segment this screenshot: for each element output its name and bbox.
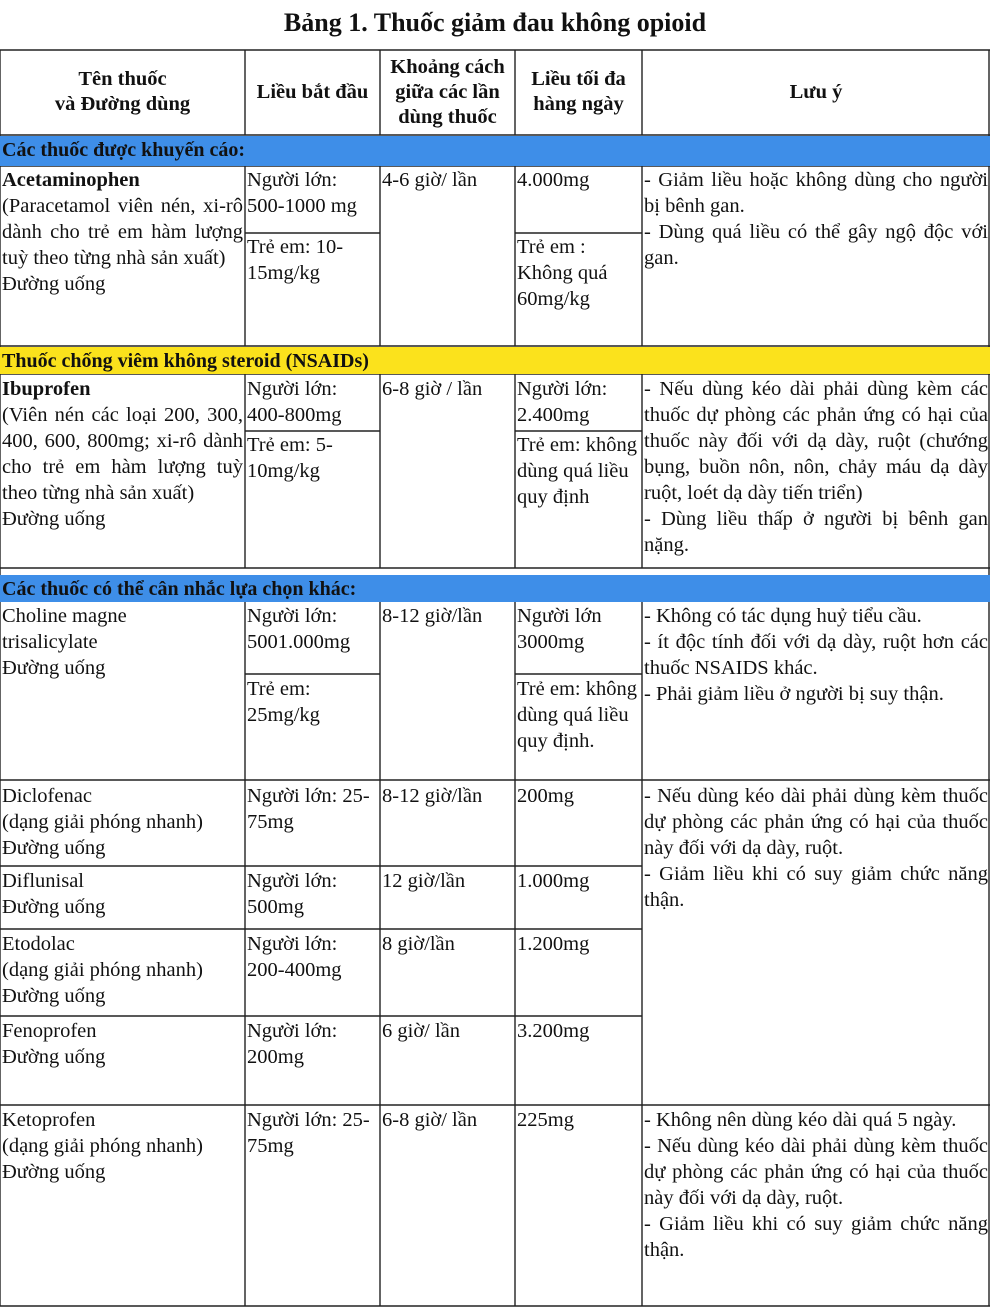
dosing-interval: 6-8 giờ / lần (382, 378, 483, 400)
drug-route: Đường uống (2, 1046, 106, 1068)
drug-description: (dạng giải phóng nhanh) (2, 811, 203, 833)
note-line: - Dùng quá liều có thể gây ngộ độc với gan. (644, 221, 988, 269)
max-dose: 225mg (517, 1109, 574, 1131)
drug-route: Đường uống (2, 837, 106, 859)
max-dose: 200mg (517, 785, 574, 807)
note-ketoprofen (642, 1106, 990, 1306)
drug-route: Đường uống (2, 985, 106, 1007)
header-max-dose-line1: Liều tối đa (531, 68, 626, 90)
max-dose: 3.200mg (517, 1020, 590, 1042)
drug-name: Diclofenac (2, 785, 92, 807)
note-line: - Không có tác dụng huỷ tiểu cầu. (644, 605, 922, 627)
max-dose-child: Trẻ em: không dùng quá liều quy định. (517, 678, 637, 752)
header-interval-line1: Khoảng cách (390, 55, 505, 78)
drug-route: Đường uống (2, 508, 106, 530)
drug-description: (dạng giải phóng nhanh) (2, 959, 203, 981)
note-line: - Không nên dùng kéo dài quá 5 ngày. (644, 1109, 957, 1131)
header-drug-name (0, 50, 245, 134)
drug-choline (0, 602, 170, 780)
note-line: - Giảm liều khi có suy giảm chức năng thận. (644, 863, 988, 911)
drug-name: Etodolac (2, 933, 75, 955)
header-drug-name-line1: Tên thuốc (78, 68, 167, 90)
dosing-interval: 6-8 giờ/ lần (382, 1109, 478, 1131)
section-nsaids: Thuốc chống viêm không steroid (NSAIDs) (0, 347, 990, 374)
dosing-interval: 8 giờ/lần (382, 933, 455, 955)
drug-diflunisal (0, 867, 245, 929)
drug-name: Fenoprofen (2, 1020, 97, 1042)
header-note: Lưu ý (789, 80, 843, 103)
start-dose-child: Trẻ em: 5-10mg/kg (247, 434, 333, 482)
dosing-interval: 8-12 giờ/lần (382, 785, 483, 807)
drug-route: Đường uống (2, 1161, 106, 1183)
note-line: - Phải giảm liều ở người bị suy thận. (644, 683, 944, 705)
header-drug-name-line2: và Đường dùng (54, 93, 191, 115)
drug-ketoprofen (0, 1106, 245, 1306)
note-line: - ít độc tính đối với dạ dày, ruột hơn các thuốc NSAIDS khác. (644, 631, 988, 679)
header-interval (380, 50, 515, 134)
header-interval-line3: dùng thuốc (398, 105, 497, 128)
max-dose-adult: 4.000mg (517, 169, 590, 191)
section-recommended: Các thuốc được khuyến cáo: (0, 136, 990, 166)
note-acetaminophen (642, 166, 990, 346)
note-line: - Dùng liều thấp ở người bị bênh gan nặng. (644, 508, 988, 556)
start-dose-adult: Người lớn: 5001.000mg (247, 605, 351, 653)
start-dose-adult: Người lớn: 500-1000 mg (247, 169, 357, 217)
section-other: Các thuốc có thể cân nhắc lựa chọn khác: (0, 575, 990, 602)
header-interval-line2: giữa các lần (395, 80, 500, 103)
max-dose: 1.000mg (517, 870, 590, 892)
drug-name: Ketoprofen (2, 1109, 96, 1131)
dosing-interval: 12 giờ/lần (382, 870, 466, 892)
note-shared-nsaids (642, 782, 990, 1105)
drug-diclofenac (0, 782, 245, 866)
drug-acetaminophen (0, 166, 245, 346)
drug-etodolac (0, 930, 245, 1016)
drug-name: Choline magne trisalicylate (2, 605, 127, 653)
max-dose-adult: Người lớn 3000mg (517, 605, 602, 653)
max-dose-child: Trẻ em: không dùng quá liều quy định (517, 434, 637, 508)
max-dose: 1.200mg (517, 933, 590, 955)
note-line: - Giảm liều khi có suy giảm chức năng thận. (644, 1213, 988, 1261)
drug-name: Diflunisal (2, 870, 84, 892)
note-line: - Giảm liều hoặc không dùng cho người bị bênh gan. (644, 169, 988, 217)
start-dose: Người lớn: 25-75mg (247, 785, 370, 833)
dosing-interval: 8-12 giờ/lần (382, 605, 483, 627)
drug-fenoprofen (0, 1017, 245, 1105)
drug-route: Đường uống (2, 896, 106, 918)
start-dose: Người lớn: 200-400mg (247, 933, 342, 981)
drug-route: Đường uống (2, 273, 106, 295)
note-choline (642, 602, 990, 780)
note-line: - Nếu dùng kéo dài phải dùng kèm các thuốc dự phòng các phản ứng có hại của thuốc này đối với dạ dày, ruột (chướng bụng, buồn nôn, nôn, chảy máu dạ dày ruột, loét dạ dày tiến triển) (644, 378, 988, 504)
start-dose: Người lớn: 25-75mg (247, 1109, 370, 1157)
drug-description: (Paracetamol viên nén, xi-rô dành cho trẻ em hàm lượng tuỳ theo từng nhà sản xuất) (2, 195, 243, 269)
max-dose-adult: Người lớn: 2.400mg (517, 378, 608, 426)
max-dose-child: Trẻ em : Không quá 60mg/kg (517, 236, 608, 310)
drug-description: (Viên nén các loại 200, 300, 400, 600, 800mg; xi-rô dành cho trẻ em hàm lượng tuỳ theo từng nhà sản xuất) (2, 404, 243, 504)
header-max-dose-line2: hàng ngày (533, 93, 624, 115)
dosing-interval: 6 giờ/ lần (382, 1020, 461, 1042)
header-start-dose: Liều bắt đầu (256, 80, 369, 103)
note-line: - Nếu dùng kéo dài phải dùng kèm thuốc dự phòng các phản ứng có hại của thuốc này đối với dạ dày, ruột. (644, 1135, 988, 1209)
note-line: - Nếu dùng kéo dài phải dùng kèm thuốc dự phòng các phản ứng có hại của thuốc này đối với dạ dày, ruột. (644, 785, 988, 859)
drug-name: Acetaminophen (2, 169, 140, 191)
start-dose: Người lớn: 500mg (247, 870, 338, 918)
start-dose: Người lớn: 200mg (247, 1020, 338, 1068)
start-dose-child: Trẻ em: 10-15mg/kg (247, 236, 344, 284)
dosing-interval: 4-6 giờ/ lần (382, 169, 478, 191)
drug-name: Ibuprofen (2, 378, 91, 400)
start-dose-child: Trẻ em: 25mg/kg (247, 678, 320, 726)
start-dose-adult: Người lớn: 400-800mg (247, 378, 342, 426)
table-title: Bảng 1. Thuốc giảm đau không opioid (283, 8, 707, 37)
drug-route: Đường uống (2, 657, 106, 679)
drug-description: (dạng giải phóng nhanh) (2, 1135, 203, 1157)
note-ibuprofen (642, 375, 990, 568)
drug-ibuprofen (0, 375, 245, 568)
header-max-dose (515, 50, 642, 134)
